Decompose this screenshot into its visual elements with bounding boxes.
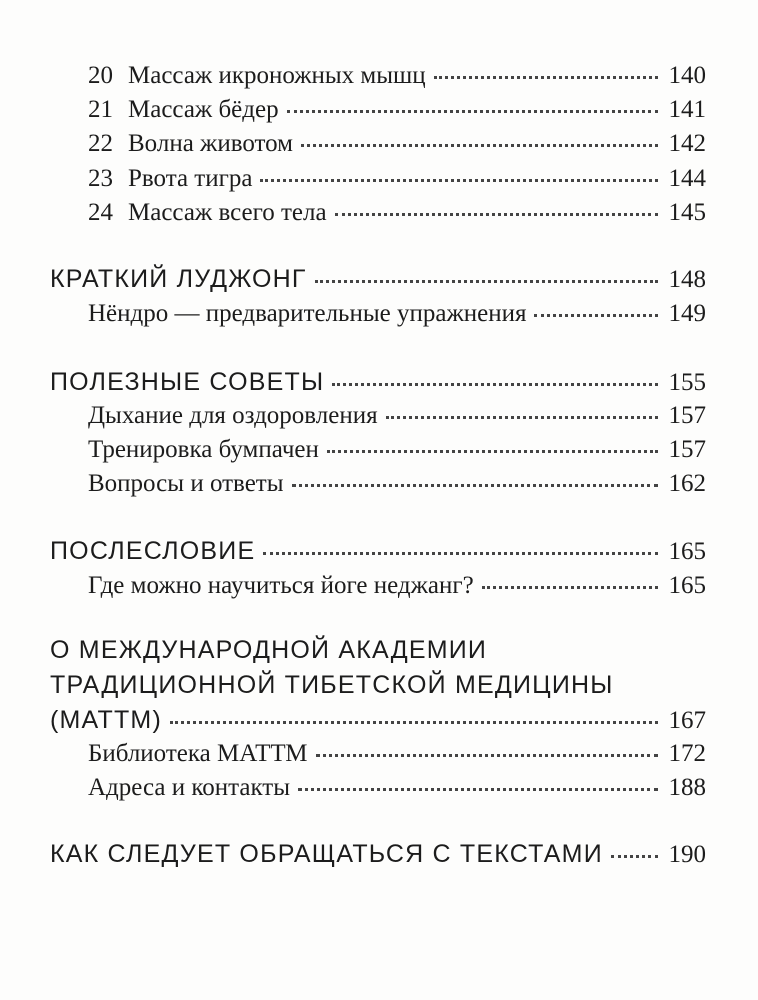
dot-leader — [534, 312, 658, 317]
section-academy — [50, 706, 706, 735]
dot-leader — [332, 381, 658, 386]
dot-leader — [170, 719, 658, 724]
entry-title: Где можно научиться йоге неджанг? — [88, 572, 474, 599]
entry-number: 21 — [88, 96, 113, 123]
entry-number: 22 — [88, 130, 113, 157]
section-page: 155 — [668, 369, 706, 396]
entry-page: 140 — [668, 62, 706, 89]
entry-page: 145 — [668, 199, 706, 226]
toc-entry-20 — [88, 62, 706, 90]
dot-leader — [263, 550, 658, 555]
dot-leader — [434, 74, 658, 79]
section-title: (МАТТМ) — [50, 706, 162, 734]
toc-entry-23 — [88, 165, 706, 193]
entry-title: Массаж бёдер — [128, 96, 279, 123]
section-title: ПОСЛЕСЛОВИЕ — [50, 537, 256, 565]
dot-leader — [315, 278, 658, 283]
dot-leader — [301, 142, 658, 147]
section-title: КРАТКИЙ ЛУДЖОНГ — [50, 265, 307, 293]
entry-number: 24 — [88, 199, 113, 226]
entry-title: Библиотека МАТТМ — [88, 740, 308, 767]
section-afterword — [50, 537, 706, 566]
toc-entry — [88, 402, 706, 430]
dot-leader — [260, 177, 658, 182]
entry-page: 157 — [668, 436, 706, 463]
section-title: КАК СЛЕДУЕТ ОБРАЩАТЬСЯ С ТЕКСТАМИ — [50, 840, 603, 868]
toc-entry — [88, 436, 706, 464]
entry-page: 162 — [668, 470, 706, 497]
section-page: 165 — [668, 538, 706, 565]
dot-leader — [316, 752, 658, 757]
dot-leader — [386, 414, 658, 419]
dot-leader — [298, 786, 658, 791]
toc-entry-21 — [88, 96, 706, 124]
toc-entry-22 — [88, 130, 706, 158]
entry-page: 141 — [668, 96, 706, 123]
toc-entry — [88, 470, 706, 498]
section-lujong — [50, 265, 706, 294]
entry-title: Массаж икроножных мышц — [128, 62, 426, 89]
entry-number: 20 — [88, 62, 113, 89]
entry-page: 165 — [668, 572, 706, 599]
dot-leader — [287, 108, 658, 113]
toc-entry — [88, 774, 706, 802]
dot-leader — [327, 448, 658, 453]
entry-title: Волна животом — [128, 130, 293, 157]
section-page: 148 — [668, 266, 706, 293]
section-page: 190 — [668, 841, 706, 868]
section-title: ПОЛЕЗНЫЕ СОВЕТЫ — [50, 368, 325, 396]
entry-page: 142 — [668, 130, 706, 157]
entry-title: Массаж всего тела — [128, 199, 327, 226]
entry-title: Вопросы и ответы — [88, 470, 284, 497]
dot-leader — [482, 584, 658, 589]
entry-title: Тренировка бумпачен — [88, 436, 319, 463]
dot-leader — [335, 211, 658, 216]
section-page: 167 — [668, 707, 706, 734]
section-texts — [50, 840, 706, 869]
section-academy-title-line-1: О МЕЖДУНАРОДНОЙ АКАДЕМИИ — [50, 636, 488, 664]
entry-page: 172 — [668, 740, 706, 767]
entry-page: 149 — [668, 300, 706, 327]
entry-title: Дыхание для оздоровления — [88, 402, 378, 429]
entry-page: 188 — [668, 774, 706, 801]
toc-entry — [88, 300, 706, 328]
toc-entry — [88, 572, 706, 600]
dot-leader — [292, 482, 658, 487]
entry-page: 144 — [668, 165, 706, 192]
section-academy-title-line-2: ТРАДИЦИОННОЙ ТИБЕТСКОЙ МЕДИЦИНЫ — [50, 671, 614, 699]
entry-title: Рвота тигра — [128, 165, 253, 192]
entry-number: 23 — [88, 165, 113, 192]
entry-title: Адреса и контакты — [88, 774, 290, 801]
toc-entry — [88, 740, 706, 768]
entry-title: Нёндро — предварительные упражнения — [88, 300, 527, 327]
section-tips — [50, 368, 706, 397]
dot-leader — [611, 853, 658, 858]
toc-entry-24 — [88, 199, 706, 227]
entry-page: 157 — [668, 402, 706, 429]
